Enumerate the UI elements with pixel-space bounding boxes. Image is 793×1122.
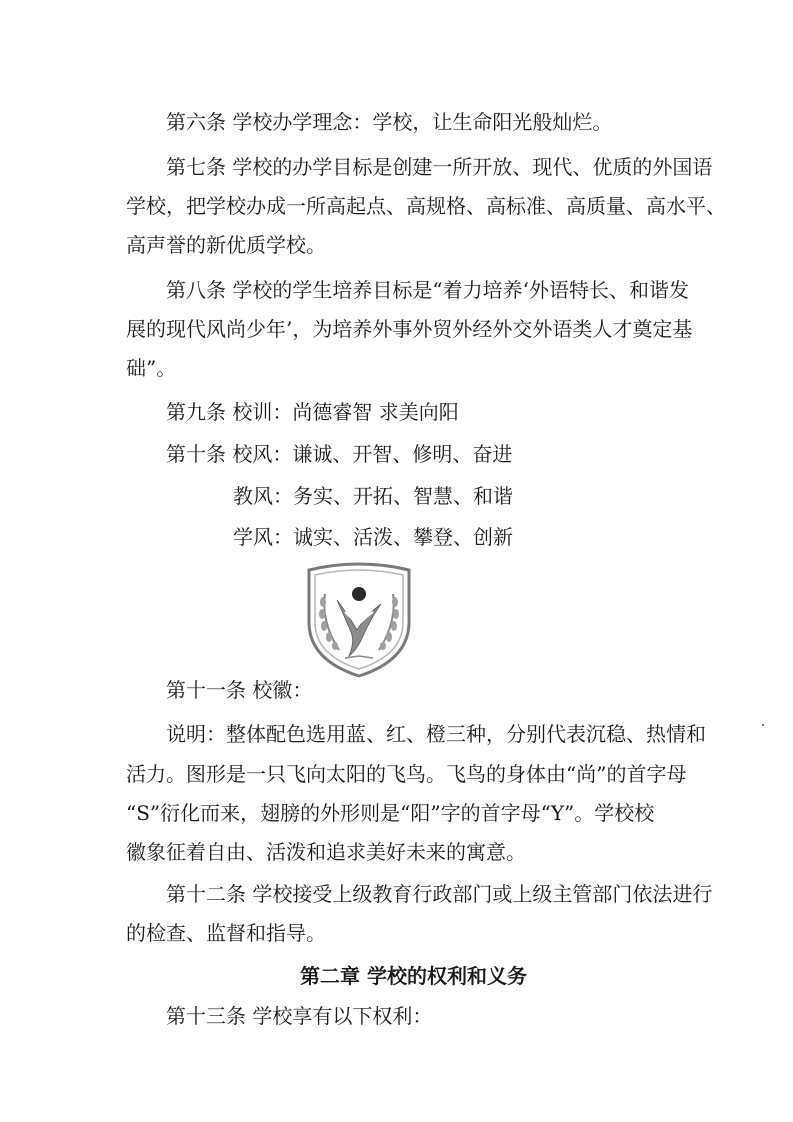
article-6: 第六条 学校办学理念：学校，让生命阳光般灿烂。 bbox=[166, 110, 613, 134]
school-emblem-icon bbox=[305, 560, 413, 678]
article-7-line-2: 学校，把学校办成一所高起点、高规格、高标准、高质量、高水平、 bbox=[126, 194, 726, 218]
emblem-description-line-4: 徽象征着自由、活泼和追求美好未来的寓意。 bbox=[126, 840, 526, 864]
article-12-line-1: 第十二条 学校接受上级教育行政部门或上级主管部门依法进行 bbox=[166, 882, 713, 906]
emblem-description-line-3: “S”衍化而来，翅膀的外形则是“阳”字的首字母“Y”。学校校 bbox=[126, 801, 655, 825]
article-13: 第十三条 学校享有以下权利： bbox=[166, 1004, 433, 1028]
article-8-line-2: 展的现代风尚少年’，为培养外事外贸外经外交外语类人才奠定基 bbox=[126, 317, 693, 341]
article-10-line-1: 第十条 校风：谦诚、开智、修明、奋进 bbox=[166, 442, 513, 466]
article-10-line-3: 学风：诚实、活泼、攀登、创新 bbox=[233, 525, 513, 549]
article-10-line-2: 教风：务实、开拓、智慧、和谐 bbox=[233, 484, 513, 508]
emblem-description-line-1: 说明：整体配色选用蓝、红、橙三种，分别代表沉稳、热情和 bbox=[166, 722, 706, 746]
article-7-line-1: 第七条 学校的办学目标是创建一所开放、现代、优质的外国语 bbox=[166, 155, 713, 179]
article-9: 第九条 校训：尚德睿智 求美向阳 bbox=[166, 400, 459, 424]
article-11: 第十一条 校徽： bbox=[166, 678, 313, 702]
article-8-line-1: 第八条 学校的学生培养目标是“着力培养‘外语特长、和谐发 bbox=[166, 278, 689, 302]
chapter-2-heading: 第二章 学校的权利和义务 bbox=[300, 964, 527, 988]
scan-mark bbox=[762, 724, 764, 726]
article-12-line-2: 的检查、监督和指导。 bbox=[126, 921, 326, 945]
article-7-line-3: 高声誉的新优质学校。 bbox=[126, 233, 326, 257]
article-8-line-3: 础”。 bbox=[126, 356, 177, 380]
emblem-description-line-2: 活力。图形是一只飞向太阳的飞鸟。飞鸟的身体由“尚”的首字母 bbox=[126, 762, 687, 786]
